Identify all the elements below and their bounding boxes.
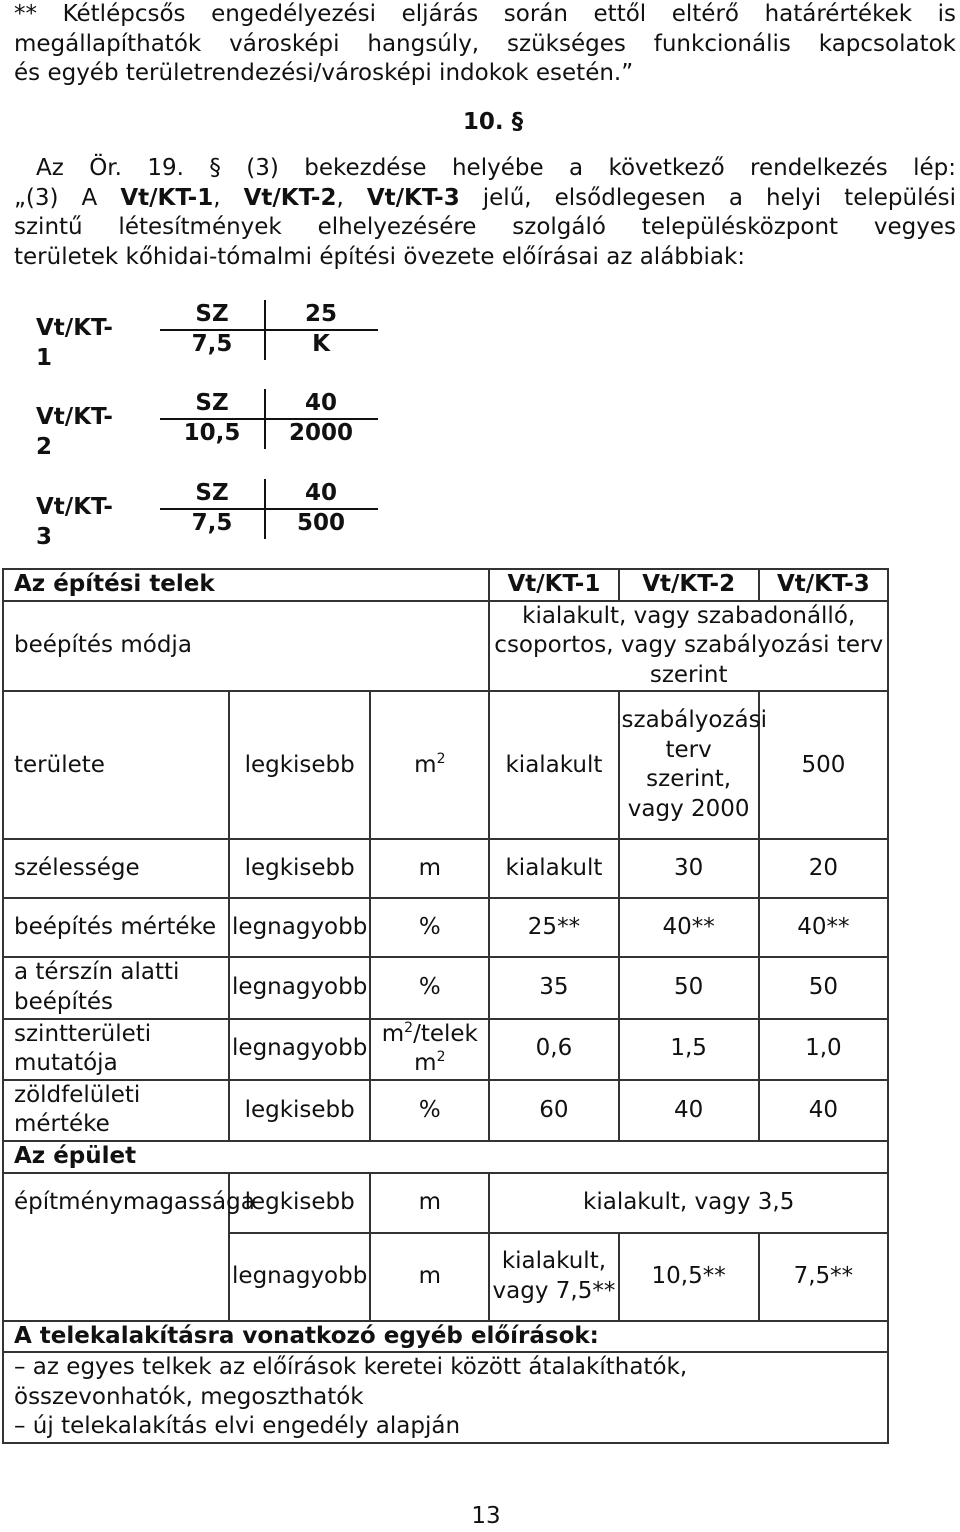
row-limit: legnagyobb <box>229 898 370 957</box>
zone-ref: Vt/KT-2 <box>243 184 337 211</box>
zone-name: Vt/KT-2 <box>36 404 113 460</box>
row-unit: % <box>370 1080 489 1141</box>
cell-value: 500 <box>759 691 888 839</box>
cell-value: 10,5** <box>619 1233 759 1321</box>
cell-value: szabályozási terv szerint, vagy 2000 <box>619 691 759 839</box>
cell-value: 7,5** <box>759 1233 888 1321</box>
table-header-col: Vt/KT-1 <box>489 569 618 601</box>
amendment-line: területek kőhidai-tómalmi építési övezete előírásai az alábbiak: <box>14 243 746 270</box>
section-header: Az épület <box>3 1141 888 1173</box>
cell-value: kialakult <box>489 839 618 898</box>
row-limit: legnagyobb <box>229 1019 370 1080</box>
zone-height: 7,5 <box>191 510 233 536</box>
table-header-label: Az építési telek <box>3 569 489 601</box>
amendment-line: Az Ör. 19. § (3) bekezdése helyébe a következő rendelkezés lép: <box>36 155 956 181</box>
zone-name: Vt/KT-3 <box>36 494 113 550</box>
row-label: zöldfelületi mértéke <box>3 1080 229 1141</box>
zone-divider <box>160 329 378 331</box>
row-limit: legnagyobb <box>229 1233 370 1321</box>
table-row <box>3 601 888 692</box>
table-row <box>3 1080 888 1141</box>
cell-value: kialakult, vagy szabadonálló, csoportos, vagy szabályozási terv szerint <box>489 601 888 692</box>
row-unit: $m^2$ <box>370 691 489 839</box>
cell-value: kialakult, vagy 3,5 <box>489 1173 888 1233</box>
section-header: A telekalakításra vonatkozó egyéb előírások: <box>3 1321 888 1353</box>
row-label: területe <box>3 691 229 839</box>
table-row <box>3 1352 888 1443</box>
intro-line: és egyéb területrendezési/városképi indokok esetén.” <box>14 60 634 87</box>
row-limit: legnagyobb <box>229 957 370 1018</box>
table-row <box>3 691 888 839</box>
plot-rule-item: – az egyes telkek az előírások keretei között átalakíthatók, összevonhatók, megoszthatók <box>14 1354 688 1410</box>
row-label: a térszín alatti beépítés <box>3 957 229 1018</box>
row-unit: m <box>370 839 489 898</box>
zone-plot-size: 2000 <box>288 420 353 446</box>
zone-building-type: SZ <box>195 301 229 327</box>
row-limit: legkisebb <box>229 839 370 898</box>
row-label: beépítés módja <box>3 601 489 692</box>
row-label: szélessége <box>3 839 229 898</box>
amendment-line: szintű létesítmények elhelyezésére szolgáló településközpont vegyes <box>14 214 956 241</box>
zone-coverage: 25 <box>304 301 337 327</box>
zone-building-type: SZ <box>195 390 229 416</box>
cell-value: 40** <box>759 898 888 957</box>
zone-plot-size: K <box>312 331 330 357</box>
zone-ref: Vt/KT-1 <box>120 184 214 211</box>
amendment-text <box>14 154 956 272</box>
table-row <box>3 569 888 601</box>
table-row <box>3 957 888 1018</box>
cell-value: 25** <box>489 898 618 957</box>
row-unit: % <box>370 898 489 957</box>
cell-value: 35 <box>489 957 618 1018</box>
amendment-line: „(3) A Vt/KT-1, Vt/KT-2, Vt/KT-3 jelű, elsődlegesen a helyi települési <box>14 184 956 211</box>
row-unit: % <box>370 957 489 1018</box>
zone-height: 7,5 <box>191 331 233 357</box>
row-unit: m <box>370 1233 489 1321</box>
zone-height: 10,5 <box>183 420 241 446</box>
intro-line: megállapíthatók városképi hangsúly, szükséges funkcionális kapcsolatok <box>14 30 956 57</box>
table-row <box>3 1173 888 1233</box>
cell-value: 40 <box>619 1080 759 1141</box>
table-row <box>3 898 888 957</box>
zone-coverage: 40 <box>304 390 337 416</box>
zone-building-type: SZ <box>195 480 229 506</box>
row-label: beépítés mértéke <box>3 898 229 957</box>
cell-value: 50 <box>619 957 759 1018</box>
table-header-col: Vt/KT-2 <box>619 569 759 601</box>
row-unit: $m^2$/telek $m^2$ <box>370 1019 489 1080</box>
zone-name: Vt/KT-1 <box>36 315 113 371</box>
zone-plot-size: 500 <box>296 510 345 536</box>
row-limit: legkisebb <box>229 691 370 839</box>
plot-rule-item: – új telekalakítás elvi engedély alapján <box>14 1413 461 1440</box>
table-row <box>3 839 888 898</box>
zone-divider <box>160 418 378 420</box>
row-unit: m <box>370 1173 489 1233</box>
cell-value: kialakult, vagy 7,5** <box>489 1233 618 1321</box>
cell-value: 30 <box>619 839 759 898</box>
row-label-empty <box>3 1233 229 1321</box>
cell-value: 40** <box>619 898 759 957</box>
row-limit: legkisebb <box>229 1173 370 1233</box>
paragraph-number: 10. § <box>462 109 524 135</box>
table-row <box>3 1019 888 1080</box>
table-row <box>3 1141 888 1173</box>
cell-value: 0,6 <box>489 1019 618 1080</box>
row-label: szintterületi mutatója <box>3 1019 229 1080</box>
table-row <box>3 1321 888 1353</box>
cell-value: 1,0 <box>759 1019 888 1080</box>
zone-ref: Vt/KT-3 <box>366 184 460 211</box>
cell-value: 50 <box>759 957 888 1018</box>
table-header-col: Vt/KT-3 <box>759 569 888 601</box>
zone-divider <box>160 508 378 510</box>
page-number: 13 <box>471 1503 501 1529</box>
plot-rules <box>3 1352 888 1443</box>
cell-value: 20 <box>759 839 888 898</box>
intro-paragraph <box>14 0 956 89</box>
table-row <box>3 1233 888 1321</box>
row-limit: legkisebb <box>229 1080 370 1141</box>
intro-line: ** Kétlépcsős engedélyezési eljárás során ettől eltérő határértékek is <box>14 1 956 27</box>
cell-value: 40 <box>759 1080 888 1141</box>
cell-value: 60 <box>489 1080 618 1141</box>
row-label: építménymagassága <box>3 1173 229 1233</box>
cell-value: 1,5 <box>619 1019 759 1080</box>
cell-value: kialakult <box>489 691 618 839</box>
zone-coverage: 40 <box>304 480 337 506</box>
regulation-table <box>2 568 889 1444</box>
